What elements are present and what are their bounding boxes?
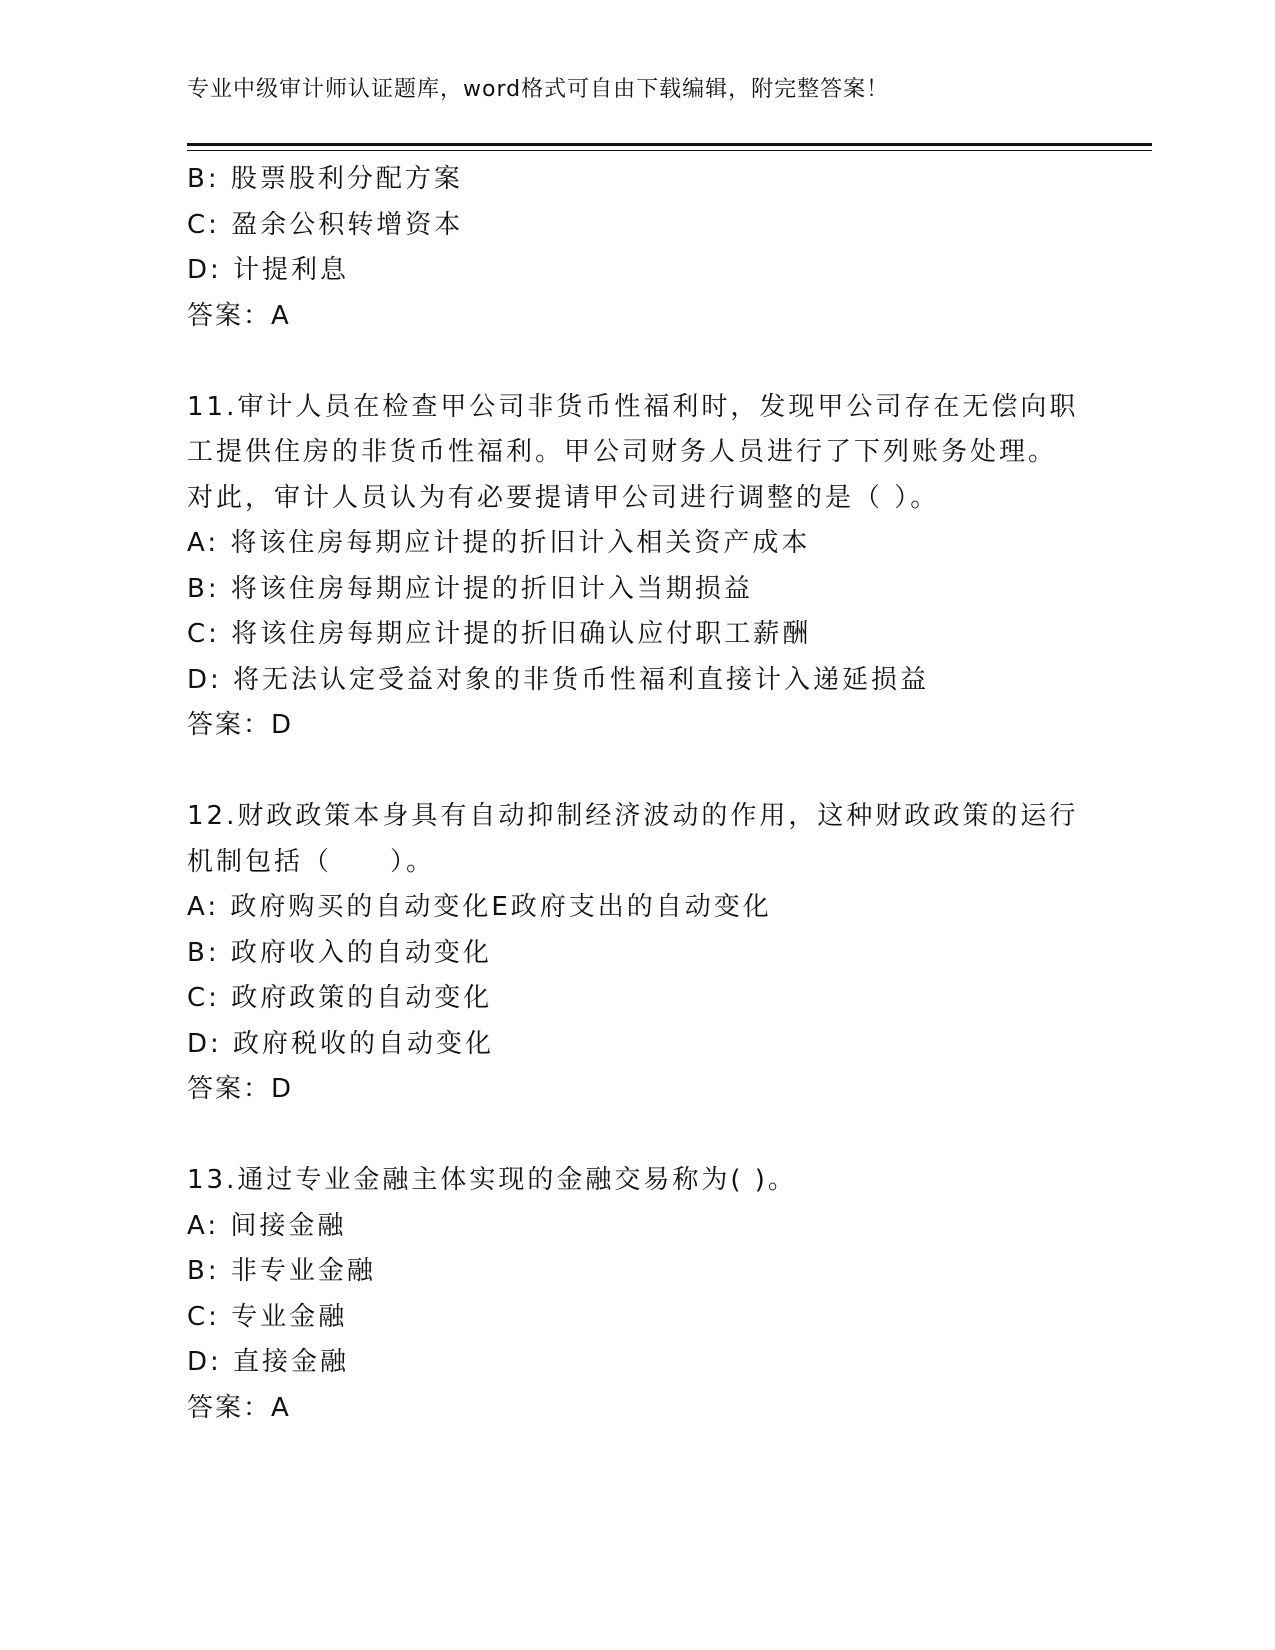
header-divider-thin xyxy=(187,150,1152,151)
spacer xyxy=(187,339,1087,385)
question-stem-line: 11.审计人员在检查甲公司非货币性福利时，发现甲公司存在无偿向职 xyxy=(187,391,1079,422)
option-line: D: 直接金融 xyxy=(187,1347,350,1377)
spacer xyxy=(187,1113,1087,1159)
answer-line: 答案：D xyxy=(187,710,292,740)
question-stem-line: 12.财政政策本身具有自动抑制经济波动的作用，这种财政政策的运行 xyxy=(187,801,1079,831)
option-line: D: 计提利息 xyxy=(187,255,350,285)
option-line: A: 间接金融 xyxy=(187,1210,347,1241)
option-line: B: 股票股利分配方案 xyxy=(187,164,463,194)
answer-line: 答案：A xyxy=(187,1392,289,1423)
header-divider-thick xyxy=(187,143,1152,146)
question-content xyxy=(187,157,1087,1431)
option-line: B: 将该住房每期应计提的折旧计入当期损益 xyxy=(187,573,753,604)
spacer xyxy=(187,749,1087,795)
option-line: C: 专业金融 xyxy=(187,1301,348,1332)
option-line: D: 政府税收的自动变化 xyxy=(187,1028,495,1059)
answer-line: 答案：D xyxy=(187,1074,292,1104)
option-line: C: 将该住房每期应计提的折旧确认应付职工薪酬 xyxy=(187,619,812,649)
option-line: C: 盈余公积转增资本 xyxy=(187,209,464,240)
page-header-note: 专业中级审计师认证题库，word格式可自由下载编辑，附完整答案！ xyxy=(187,77,890,102)
question-stem-line: 13.通过专业金融主体实现的金融交易称为( )。 xyxy=(187,1165,797,1195)
question-stem-line: 工提供住房的非货币性福利。甲公司财务人员进行了下列账务处理。 xyxy=(187,437,1058,467)
answer-line: 答案：A xyxy=(187,300,289,331)
option-line: D: 将无法认定受益对象的非货币性福利直接计入递延损益 xyxy=(187,664,930,695)
question-stem-line: 对此，审计人员认为有必要提请甲公司进行调整的是（ ）。 xyxy=(187,482,940,513)
option-line: A: 将该住房每期应计提的折旧计入相关资产成本 xyxy=(187,528,811,558)
option-line: C: 政府政策的自动变化 xyxy=(187,983,493,1013)
question-block-13 xyxy=(187,1158,1087,1431)
option-line: A: 政府购买的自动变化E政府支出的自动变化 xyxy=(187,892,772,922)
question-block-12 xyxy=(187,794,1087,1113)
option-line: B: 政府收入的自动变化 xyxy=(187,937,492,968)
option-line: B: 非专业金融 xyxy=(187,1256,376,1286)
question-block-11 xyxy=(187,385,1087,749)
question-stem-line: 机制包括（ ）。 xyxy=(187,846,436,877)
question-block-prev xyxy=(187,157,1087,339)
